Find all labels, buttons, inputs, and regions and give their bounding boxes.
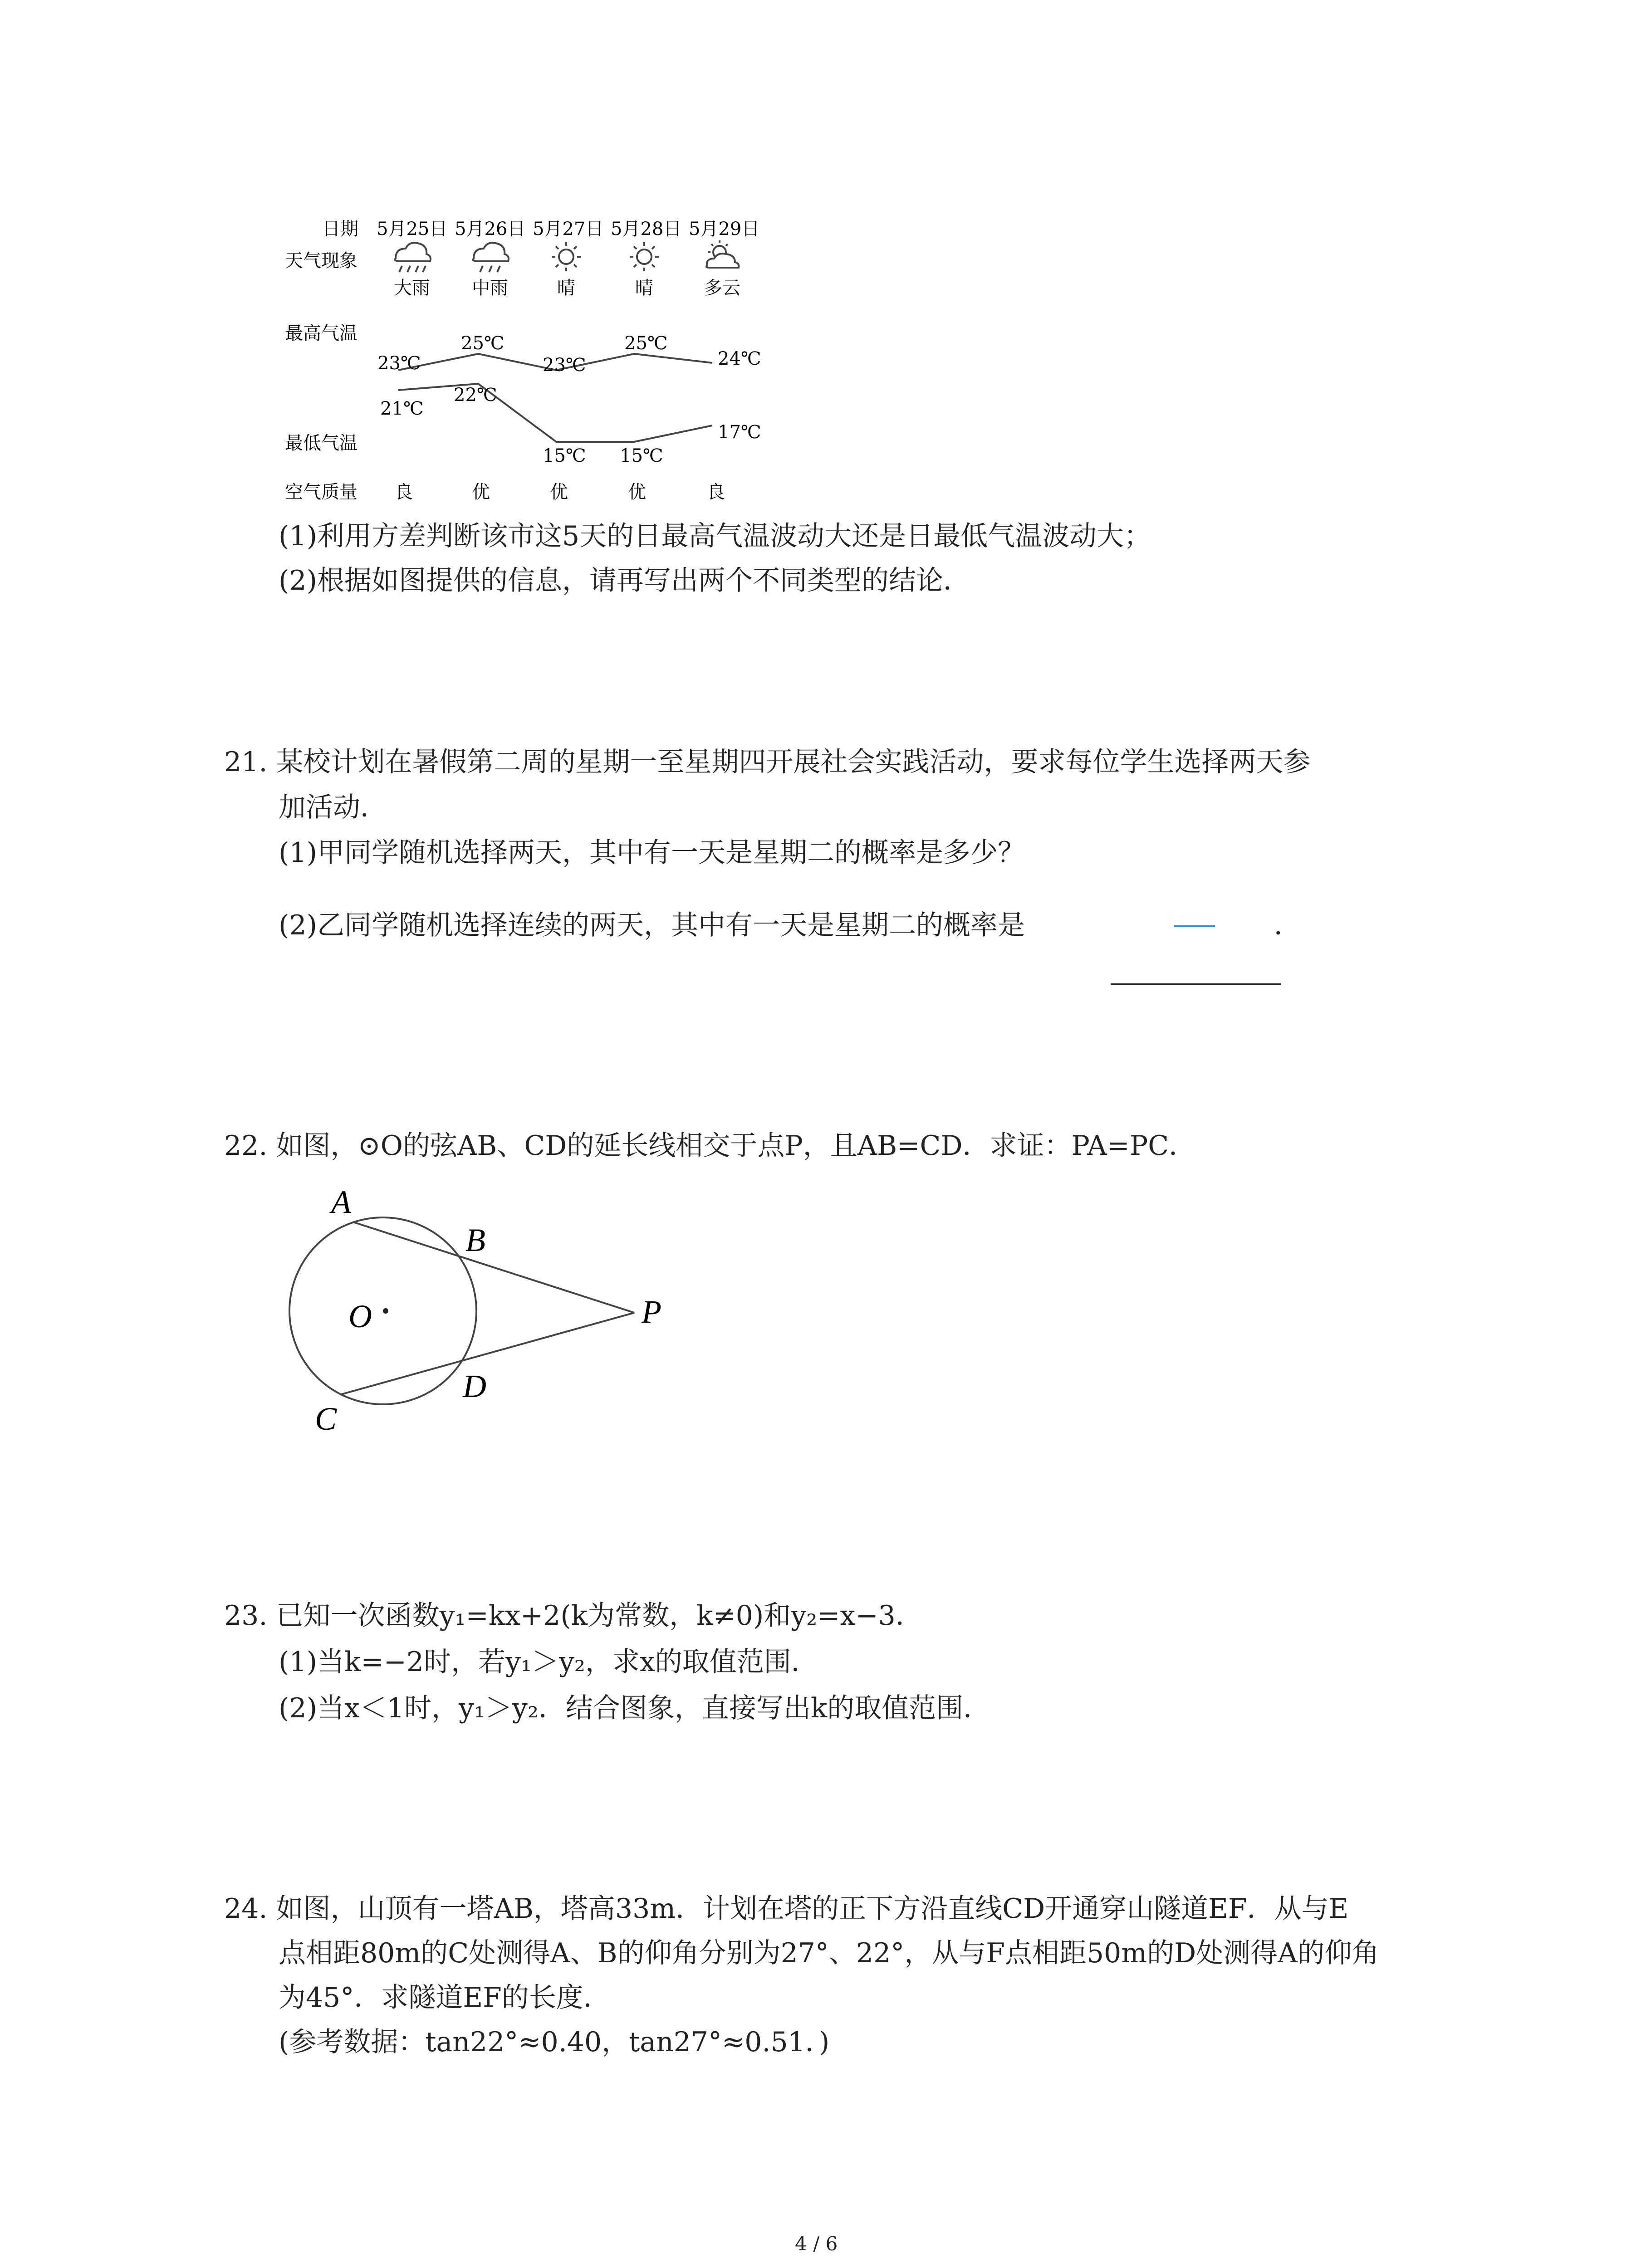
heavy-rain-icon [395,243,431,272]
air-quality-text: 良 [395,482,413,503]
label-o: O [348,1298,372,1334]
label-a: A [331,1184,351,1220]
max-temp-label: 25℃ [461,333,505,354]
answer-blank[interactable] [1111,983,1281,985]
max-temp-label: 25℃ [624,333,668,354]
q21-stem-line2: 加活动． [279,792,387,823]
q20-part1: (1)利用方差判断该市这5天的日最高气温波动大还是日最低气温波动大； [279,520,1151,552]
sunny-icon [630,242,659,271]
min-temp-label: 15℃ [620,445,663,466]
q20-part2: (2)根据如图提供的信息，请再写出两个不同类型的结论． [279,565,970,596]
row-label-date: 日期 [322,219,358,240]
q24-stem-line2: 点相距80m的C处测得A、B的仰角分别为27°、22°，从与F点相距50m的D处测得A的仰角 [279,1937,1379,1969]
q23-part2: (2)当x＜1时，y₁＞y₂．结合图象，直接写出k的取值范围． [279,1692,991,1724]
row-label-weather: 天气现象 [285,250,358,271]
min-temp-label: 21℃ [380,398,424,419]
row-label-max-temp: 最高气温 [285,323,358,344]
q24-stem-line3: 为45°．求隧道EF的长度． [279,1982,611,2014]
weather-text: 晴 [557,278,575,298]
q23-stem: 23. 已知一次函数y₁=kx+2(k为常数，k≠0)和y₂=x−3． [224,1600,923,1632]
weather-chart [272,213,817,513]
secant-cp [341,1313,634,1394]
q21-part1: (1)甲同学随机选择两天，其中有一天是星期二的概率是多少？ [279,837,1025,869]
page-number: 4 / 6 [795,2233,838,2255]
circle-figure [272,1175,699,1456]
secant-ap [353,1222,634,1313]
air-quality-text: 优 [628,482,646,503]
min-temp-label: 17℃ [718,422,761,443]
min-temp-label: 22℃ [454,385,497,406]
air-quality-text: 良 [707,482,725,503]
air-quality-text: 优 [550,482,568,503]
weather-text: 大雨 [394,278,430,298]
q23-part1: (1)当k=−2时，若y₁＞y₂，求x的取值范围． [279,1646,818,1678]
max-temp-label: 24℃ [718,348,761,369]
weather-text: 中雨 [472,278,508,298]
label-c: C [315,1401,337,1437]
row-label-air-quality: 空气质量 [285,482,358,503]
date-label: 5月27日 [533,219,604,240]
q21-stem-line1: 21. 某校计划在暑假第二周的星期一至星期四开展社会实践活动，要求每位学生选择两天参 [224,746,1311,778]
answer-mark [1174,925,1215,927]
q21-part2: (2)乙同学随机选择连续的两天，其中有一天是星期二的概率是 [279,909,1025,941]
weather-text: 晴 [635,278,653,298]
center-point [383,1308,388,1314]
row-label-min-temp: 最低气温 [285,433,358,454]
date-label: 5月26日 [455,219,526,240]
q24-stem-line1: 24. 如图，山顶有一塔AB，塔高33m．计划在塔的正下方沿直线CD开通穿山隧道EF．从与E [224,1893,1349,1925]
moderate-rain-icon [473,243,509,272]
date-label: 5月29日 [689,219,760,240]
sunny-icon [552,242,581,271]
q21-part2-end: ． [1274,909,1301,941]
air-quality-text: 优 [472,482,490,503]
label-p: P [642,1294,661,1330]
q22-stem: 22. 如图，⊙O的弦AB、CD的延长线相交于点P，且AB=CD．求证：PA=PC． [224,1130,1196,1162]
date-label: 5月25日 [377,219,448,240]
max-temp-label: 23℃ [543,355,586,376]
max-temp-label: 23℃ [377,353,421,374]
cloudy-icon [706,240,739,268]
date-label: 5月28日 [611,219,682,240]
min-temp-label: 15℃ [543,445,586,466]
min-temp-line [398,384,712,442]
q24-reference-data: (参考数据：tan22°≈0.40，tan27°≈0.51．) [279,2026,830,2058]
label-d: D [463,1368,486,1404]
weather-text: 多云 [704,278,740,298]
label-b: B [465,1222,485,1258]
